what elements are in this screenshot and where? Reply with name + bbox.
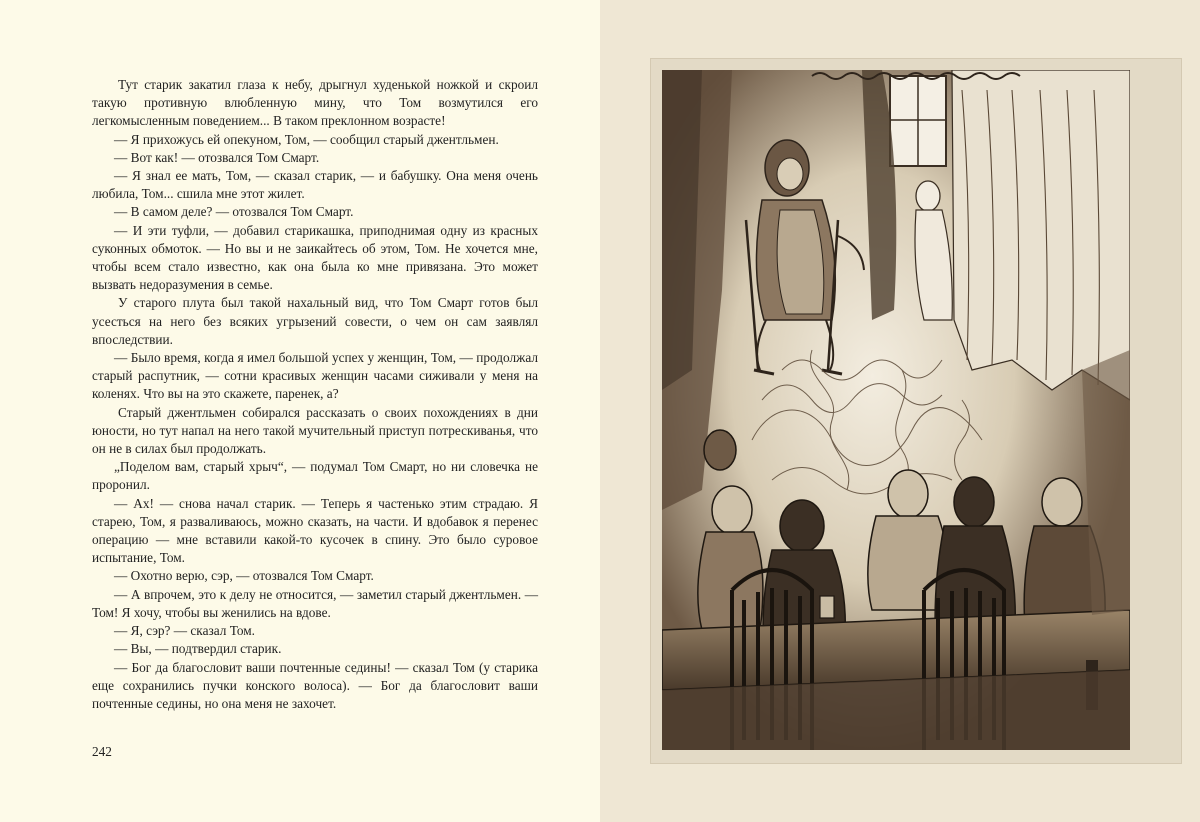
paragraph: — Я, сэр? — сказал Том. xyxy=(114,623,255,639)
paragraph: Тут старик закатил глаза к небу, дрыгнул худенькой ножкой и скроил такую противную влюбленную мину, что Том возмутился его легкомысленным поведением... В таком преклонном возрасте! xyxy=(92,77,538,129)
page-number: 242 xyxy=(92,744,112,759)
paragraph: — Охотно верю, сэр, — отозвался Том Смарт. xyxy=(114,568,374,584)
ink-wash-illustration xyxy=(662,70,1130,750)
paragraph: — Бог да благословит ваши почтенные седины! — сказал Том (у старика еще сохранились пучки конского волоса). — Бог да благословит ваши почтенные седины, но она меня не захочет. xyxy=(92,659,538,711)
paragraph: — В самом деле? — отозвался Том Смарт. xyxy=(114,204,354,220)
illustration-mat xyxy=(650,58,1182,764)
paragraph: — Ах! — снова начал старик. — Теперь я частенько этим страдаю. Я старею, Том, я разваливаюсь, можно сказать, на части. И вдобавок я перенес операцию — мне вставили какой-то кусочек в спину. Это было суровое испытание, Том. xyxy=(92,495,538,566)
paragraph: — Вот как! — отозвался Том Смарт. xyxy=(114,149,320,165)
tavern-scene-drawing xyxy=(662,70,1130,750)
paragraph: — А впрочем, это к делу не относится, — заметил старый джентльмен. — Том! Я хочу, чтобы вы женились на вдове. xyxy=(92,586,538,620)
paragraph: — Я прихожусь ей опекуном, Том, — сообщил старый джентльмен. xyxy=(114,131,499,147)
paragraph: У старого плута был такой нахальный вид, что Том Смарт готов был усесться на него без всяких угрызений совести, о чем он сам заявлял впоследствии. xyxy=(92,295,538,347)
paragraph: „Поделом вам, старый хрыч“, — подумал Том Смарт, но ни словечка не проронил. xyxy=(92,459,538,493)
paragraph: — Я знал ее мать, Том, — сказал старик, — и бабушку. Она меня очень любила, Том... сшила мне этот жилет. xyxy=(92,168,538,202)
text-block xyxy=(92,76,538,713)
paragraph: Старый джентльмен собирался рассказать о своих похождениях в дни юности, но тут напал на него такой мучительный приступ потрескиванья, что он не в силах был продолжать. xyxy=(92,404,538,457)
right-page xyxy=(600,0,1200,822)
paragraph: — И эти туфли, — добавил старикашка, приподнимая одну из красных суконных обмоток. — Но вы и не заикайтесь об этом, Том. Не хочется мне, чтобы всем стало известно, как она была ко мне привязана. Это может вызвать недоразумения в семье. xyxy=(92,222,538,293)
paragraph: — Было время, когда я имел большой успех у женщин, Том, — продолжал старый распутник, — сотни красивых женщин часами сиживали у меня на коленях. Что вы на это скажете, паренек, а? xyxy=(92,350,538,402)
paragraph: — Вы, — подтвердил старик. xyxy=(114,641,282,657)
